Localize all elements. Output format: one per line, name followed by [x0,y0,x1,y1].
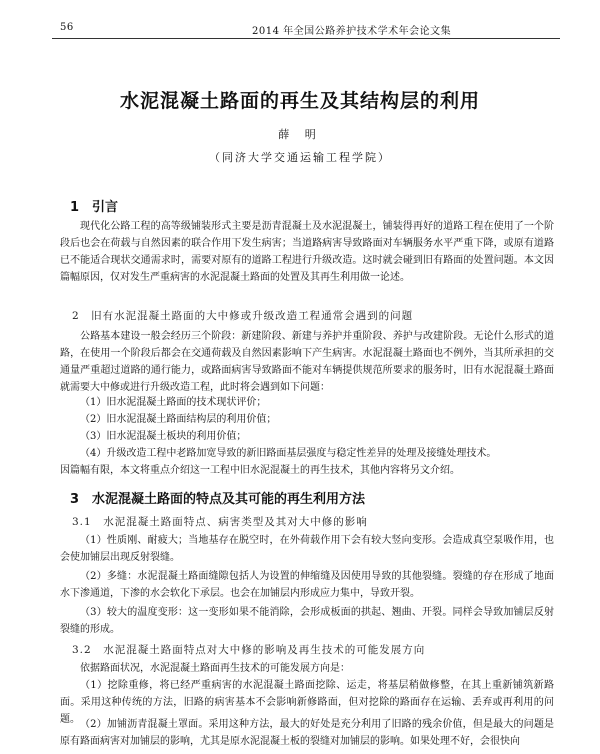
section-3-1-item: （2）多缝：水泥混凝土路面缝隙包括人为设置的伸缩缝及因使用导致的其他裂缝。裂缝的存在形成了地面水下渗通道，下渗的水会软化下承层。也会在加铺层内形成应力集中，导致开裂。 [60,571,554,599]
paper-author: 薛 明 [278,128,322,141]
section-2-item: （4）升级改造工程中老路加宽导致的新旧路面基层强度与稳定性差异的处理及接缝处理技术。 [80,448,497,459]
running-title: 2014 年全国公路养护技术学术年会论文集 [252,26,452,37]
section-2-heading: 2 旧有水泥混凝土路面的大中修或升级改造工程通常会遇到的问题 [72,310,414,322]
section-3-2-item: （1）挖除重修，将已经严重病害的水泥混凝土路面挖除、运走，将基层稍做修整，在其上重新铺筑新路面。采用这种传统的方法，旧路的病害基本不会影响新修路面，但对挖除的路面存在运输、丢弃或再利用的问题。 [60,680,554,725]
section-1-paragraph: 现代化公路工程的高等级铺装形式主要是沥青混凝土及水泥混凝土，铺装得再好的道路工程在使用了一个阶段后也会在荷载与自然因素的联合作用下发生病害；当道路病害导致路面对车辆服务水平严重下降，或原有道路已不能适合现状交通需求时，需要对原有的道路工程进行升级改造。这时就会碰到旧有路面的处置问题。本文因篇幅原因，仅对发生严重病害的水泥混凝土路面的处置及其再生利用做一论述。 [60,221,554,283]
section-2-note: 因篇幅有限，本文将重点介绍这一工程中旧水泥混凝土的再生技术，其他内容将另文介绍。 [60,465,460,476]
section-2-item: （2）旧水泥混凝土路面结构层的利用价值； [80,414,277,425]
section-3-2-item: （2）加铺沥青混凝土罩面。采用这种方法，最大的好处是充分利用了旧路的残余价值，但是最大的问题是原有路面病害对加铺层的影响，尤其是原水泥混凝土板的裂缝对加铺层的影响。如果处理不好，会很快向 [60,719,554,747]
section-3-1-item: （1）性质刚、耐疲大；当地基存在脱空时，在外荷载作用下会有较大竖向变形。会造成真空泵吸作用，也会使加铺层出现反射裂缝。 [60,535,554,563]
section-2-item: （3）旧水泥混凝土板块的利用价值； [80,431,247,442]
section-3-2-heading: 3.2 水泥混凝土路面特点对大中修的影响及再生技术的可能发展方向 [72,644,426,656]
section-3-heading: 3 水泥混凝土路面的特点及其可能的再生利用方法 [70,492,366,507]
paper-affiliation: （同济大学交通运输工程学院） [209,151,391,164]
section-1-heading: 1 引言 [70,200,119,215]
section-3-1-item: （3）较大的温度变形：这一变形如果不能消除，会形成板面的拱起、翘曲、开裂。同样会导致加铺层反射裂缝的形成。 [60,607,554,635]
running-header [52,20,560,39]
paper-title: 水泥混凝土路面的再生及其结构层的利用 [119,90,480,112]
section-3-2-intro: 依据路面状况，水泥混凝土路面再生技术的可能发展方向是： [80,663,350,674]
section-2-paragraph: 公路基本建设一般会经历三个阶段：新建阶段、新建与养护并重阶段、养护与改建阶段。无论什么形式的道路，在使用一个阶段后都会在交通荷载及自然因素影响下产生病害。水泥混凝土路面也不例外，当其所承担的交通量严重超过道路的通行能力，或路面病害导致路面不能对车辆提供规范所要求的服务时，旧有水泥混凝土路面就需要大中修或进行升级改造工程，此时将会遇到如下问题： [60,331,554,393]
page-number: 56 [60,22,74,33]
section-3-1-heading: 3.1 水泥混凝土路面特点、病害类型及其对大中修的影响 [72,516,368,528]
section-2-item: （1）旧水泥混凝土路面的技术现状评价； [80,397,267,408]
